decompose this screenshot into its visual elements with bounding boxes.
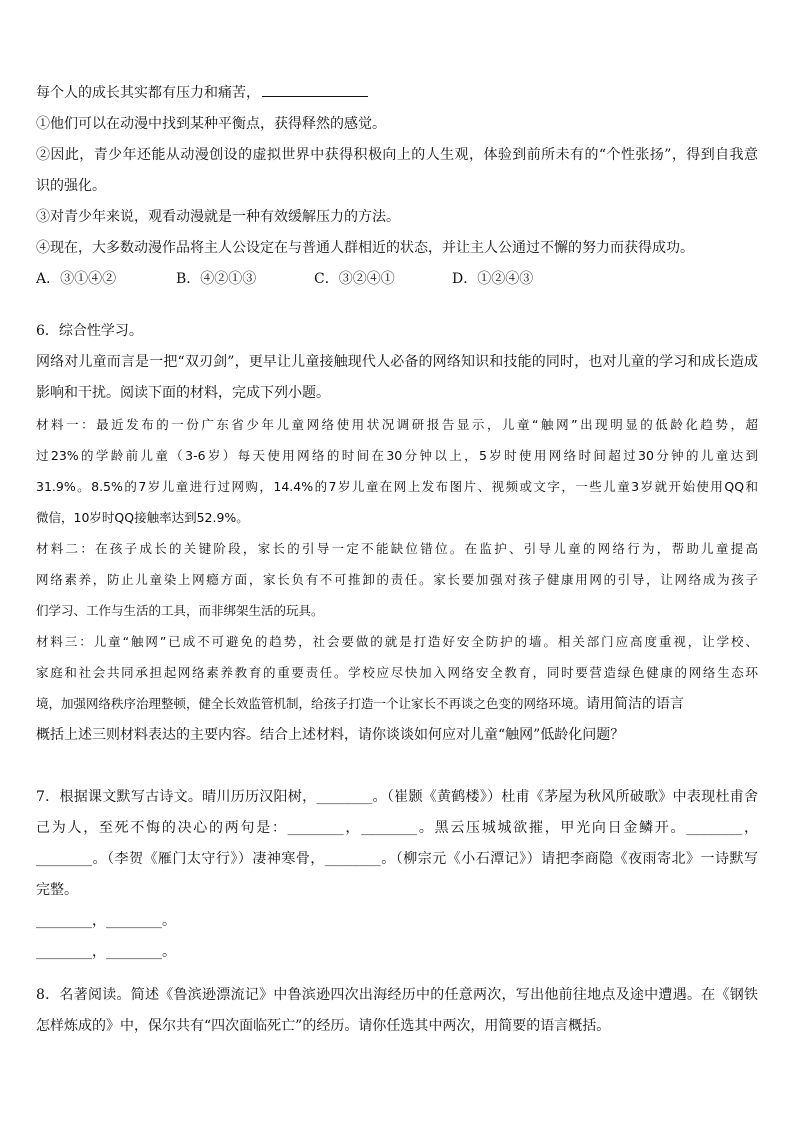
q8-line: 8．名著阅读。简述《鲁滨逊漂流记》中鲁滨逊四次出海经历中的任意两次，写出他前往地点及途中遭遇。在《钢铁 — [36, 987, 758, 1003]
q7-answer-line[interactable]: ________，________。 — [36, 913, 176, 929]
q5-item: ②因此，青少年还能从动漫创设的虚拟世界中获得积极向上的人生观，体验到前所未有的“个性张扬”，得到自我意 — [36, 147, 758, 163]
q6-question-start: 请用简洁的语言 — [586, 696, 685, 712]
material-3-last-line — [36, 688, 758, 720]
q7-answer-line[interactable]: ________，________。 — [36, 944, 176, 960]
q6-title: 6．综合性学习。 — [36, 323, 143, 339]
q5-item: 识的强化。 — [36, 178, 106, 194]
material-3-line: 家庭和社会共同承担起网络素养教育的重要责任。学校应尽快加入网络安全教育，同时要营造绿色健康的网络生态环 — [36, 665, 758, 680]
material-1-line: 31.9%。8.5%的7岁儿童进行过网购，14.4%的7岁儿童在网上发布图片、视频或文字，一些儿童3岁就开始使用QQ和 — [36, 479, 758, 494]
material-2-line: 们学习、工作与生活的工具，而非绑架生活的玩具。 — [36, 603, 324, 618]
q5-item: ③对青少年来说，观看动漫就是一种有效缓解压力的方法。 — [36, 209, 400, 225]
question-7 — [36, 782, 758, 968]
q6-intro-line: 影响和干扰。阅读下面的材料，完成下列小题。 — [36, 385, 330, 401]
option-c[interactable]: C．③②④① — [314, 271, 395, 287]
material-2-line: 材料二：在孩子成长的关键阶段，家长的引导一定不能缺位错位。在监护、引导儿童的网络行为，帮助儿童提高 — [36, 541, 758, 556]
question-6 — [36, 316, 758, 751]
option-b[interactable]: B．④②①③ — [176, 271, 257, 287]
q6-intro-line: 网络对儿童而言是一把“双刃剑”，更早让儿童接触现代人必备的网络知识和技能的同时，也对儿童的学习和成长造成 — [36, 354, 758, 370]
question-5 — [36, 78, 758, 295]
q7-line: 完整。 — [36, 882, 78, 898]
q5-item: ④现在，大多数动漫作品将主人公设定在与普通人群相近的状态，并让主人公通过不懈的努力而获得成功。 — [36, 240, 694, 256]
material-1-line: 微信，10岁时QQ接触率达到52.9%。 — [36, 510, 249, 525]
option-d[interactable]: D．①②④③ — [452, 271, 534, 287]
q5-options — [36, 264, 758, 295]
material-3-line: 材料三：儿童“触网”已成不可避免的趋势，社会要做的就是打造好安全防护的墙。相关部门应高度重视，让学校、 — [36, 634, 758, 649]
q5-intro-line — [36, 78, 758, 109]
material-1-line: 过23%的学龄前儿童（3-6岁）每天使用网络的时间在30分钟以上，5岁时使用网络时间超过30分钟的儿童达到 — [36, 448, 758, 463]
option-a[interactable]: A．③①④② — [36, 271, 117, 287]
q6-question: 概括上述三则材料表达的主要内容。结合上述材料，请你谈谈如何应对儿童“触网”低龄化问题？ — [36, 727, 625, 743]
answer-blank[interactable] — [262, 82, 368, 97]
material-3-line: 境，加强网络秩序治理整顿，健全长效监管机制，给孩子打造一个让家长不再谈之色变的网络环境。 — [36, 696, 587, 711]
q7-line: 7．根据课文默写古诗文。晴川历历汉阳树，________。（崔颢《黄鹤楼》）杜甫《茅屋为秋风所破歌》中表现杜甫舍 — [36, 789, 758, 805]
material-1-line: 材料一：最近发布的一份广东省少年儿童网络使用状况调研报告显示，儿童“触网”出现明显的低龄化趋势，超 — [36, 417, 758, 432]
q8-line: 怎样炼成的》中，保尔共有“四次面临死亡”的经历。请你任选其中两次，用简要的语言概括。 — [36, 1018, 611, 1034]
q7-line: ________。（李贺《雁门太守行》）凄神寒骨，________。（柳宗元《小石潭记》）请把李商隐《夜雨寄北》一诗默写 — [36, 851, 758, 867]
question-8 — [36, 980, 758, 1042]
material-2-line: 网络素养，防止儿童染上网瘾方面，家长负有不可推卸的责任。家长要加强对孩子健康用网的引导，让网络成为孩子 — [36, 572, 758, 587]
q7-line: 己为人，至死不悔的决心的两句是：________，________。黑云压城城欲摧，甲光向日金鳞开。________， — [36, 820, 758, 836]
q5-item: ①他们可以在动漫中找到某种平衡点，获得释然的感觉。 — [36, 116, 386, 132]
q5-intro: 每个人的成长其实都有压力和痛苦， — [36, 85, 260, 101]
